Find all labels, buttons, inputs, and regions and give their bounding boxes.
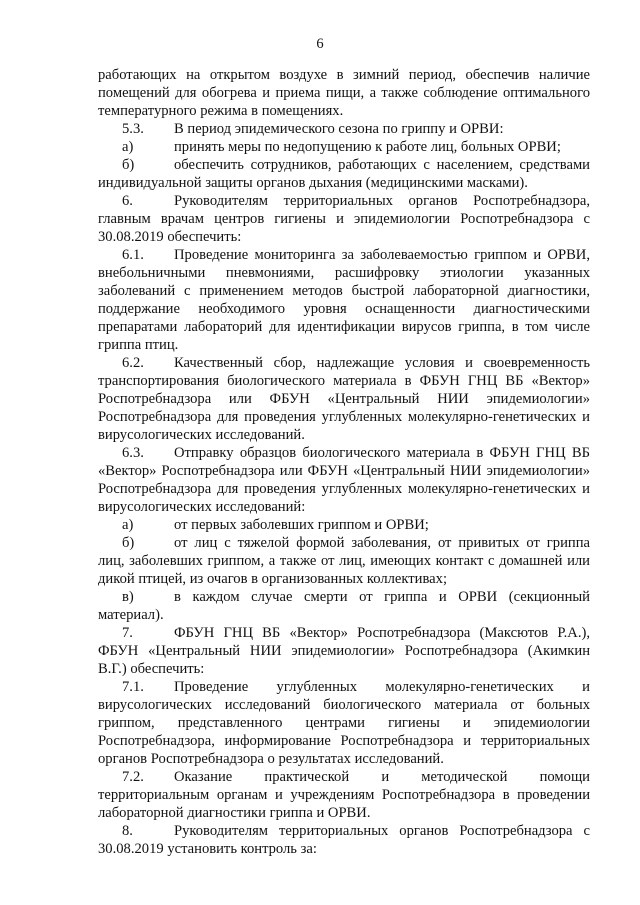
paragraph-6-3 bbox=[98, 444, 590, 516]
paragraph-5-3 bbox=[98, 120, 590, 138]
paragraph-number: 6.2. bbox=[122, 355, 144, 371]
paragraph-text: Отправку образцов биологического материала в ФБУН ГНЦ ВБ «Вектор» Роспотребнадзора или ФБУН «Центральный НИИ эпидемиологии» Роспотребнадзора для проведения углубленных молекулярно-генетических и вирусологических исследований: bbox=[98, 445, 590, 515]
paragraph-text: от первых заболевших гриппом и ОРВИ; bbox=[174, 517, 429, 533]
paragraph-text: Качественный сбор, надлежащие условия и своевременность транспортирования биологического материала в ФБУН ГНЦ ВБ «Вектор» Роспотребнадзора или ФБУН «Центральный НИИ эпидемиологии» Роспотребнадзора для проведения углубленных молекулярно-генетических и вирусологических исследований. bbox=[98, 355, 590, 443]
paragraph-text: Руководителям территориальных органов Роспотребнадзора, главным врачам центров гигиены и эпидемиологии Роспотребнадзора с 30.08.2019 обеспечить: bbox=[98, 193, 590, 245]
paragraph-text: принять меры по недопущению к работе лиц, больных ОРВИ; bbox=[174, 139, 561, 155]
paragraph-number: 7. bbox=[122, 625, 133, 641]
paragraph-text: работающих на открытом воздухе в зимний период, обеспечив наличие помещений для обогрева и приема пищи, а также соблюдение оптимального температурного режима в помещениях. bbox=[98, 67, 590, 119]
paragraph-text: Оказание практической и методической помощи территориальным органам и учреждениям Роспотребнадзора в проведении лабораторной диагностики гриппа и ОРВИ. bbox=[98, 769, 590, 821]
paragraph-text: В период эпидемического сезона по гриппу и ОРВИ: bbox=[174, 121, 504, 137]
paragraph-number: 7.2. bbox=[122, 769, 144, 785]
paragraph-number: 8. bbox=[122, 823, 133, 839]
paragraph-text: от лиц с тяжелой формой заболевания, от привитых от гриппа лиц, заболевших гриппом, а также от лиц, имеющих контакт с домашней или дикой птицей, из очагов в организованных коллективах; bbox=[98, 535, 590, 587]
paragraph-number: 6.3. bbox=[122, 445, 144, 461]
paragraph-6-2 bbox=[98, 354, 590, 444]
document-body bbox=[98, 66, 590, 858]
paragraph-7-1 bbox=[98, 678, 590, 768]
paragraph-6-3-b bbox=[98, 534, 590, 588]
paragraph-text: Проведение углубленных молекулярно-генетических и вирусологических исследований биологического материала от больных гриппом, представленного центрами гигиены и эпидемиологии Роспотребнадзора, информирование Роспотребнадзора и территориальных органов Роспотребнадзора о результатах исследований. bbox=[98, 679, 590, 767]
paragraph-5-3-b bbox=[98, 156, 590, 192]
paragraph-number: 6. bbox=[122, 193, 133, 209]
paragraph-number: 6.1. bbox=[122, 247, 144, 263]
paragraph-8 bbox=[98, 822, 590, 858]
paragraph-continuation bbox=[98, 66, 590, 120]
paragraph-number: в) bbox=[122, 589, 134, 605]
paragraph-7 bbox=[98, 624, 590, 678]
paragraph-6 bbox=[98, 192, 590, 246]
paragraph-7-2 bbox=[98, 768, 590, 822]
paragraph-text: обеспечить сотрудников, работающих с населением, средствами индивидуальной защиты органов дыхания (медицинскими масками). bbox=[98, 157, 590, 191]
paragraph-number: а) bbox=[122, 517, 134, 533]
paragraph-text: ФБУН ГНЦ ВБ «Вектор» Роспотребнадзора (Максютов Р.А.), ФБУН «Центральный НИИ эпидемиологии» Роспотребнадзора (Акимкин В.Г.) обеспечить: bbox=[98, 625, 590, 677]
paragraph-5-3-a bbox=[98, 138, 590, 156]
paragraph-6-3-v bbox=[98, 588, 590, 624]
paragraph-number: 5.3. bbox=[122, 121, 144, 137]
paragraph-number: б) bbox=[122, 157, 135, 173]
paragraph-number: 7.1. bbox=[122, 679, 144, 695]
paragraph-text: Проведение мониторинга за заболеваемостью гриппом и ОРВИ, внебольничными пневмониями, расшифровку этиологии указанных заболеваний с применением методов быстрой лабораторной диагностики, поддержание необходимого уровня оснащенности диагностическими препаратами лабораторий для идентификации вирусов гриппа, в том числе гриппа птиц. bbox=[98, 247, 590, 353]
paragraph-text: Руководителям территориальных органов Роспотребнадзора с 30.08.2019 установить контроль за: bbox=[98, 823, 590, 857]
page-number: 6 bbox=[316, 36, 324, 52]
paragraph-number: а) bbox=[122, 139, 134, 155]
paragraph-number: б) bbox=[122, 535, 135, 551]
paragraph-6-3-a bbox=[98, 516, 590, 534]
paragraph-text: в каждом случае смерти от гриппа и ОРВИ (секционный материал). bbox=[98, 589, 590, 623]
paragraph-6-1 bbox=[98, 246, 590, 354]
